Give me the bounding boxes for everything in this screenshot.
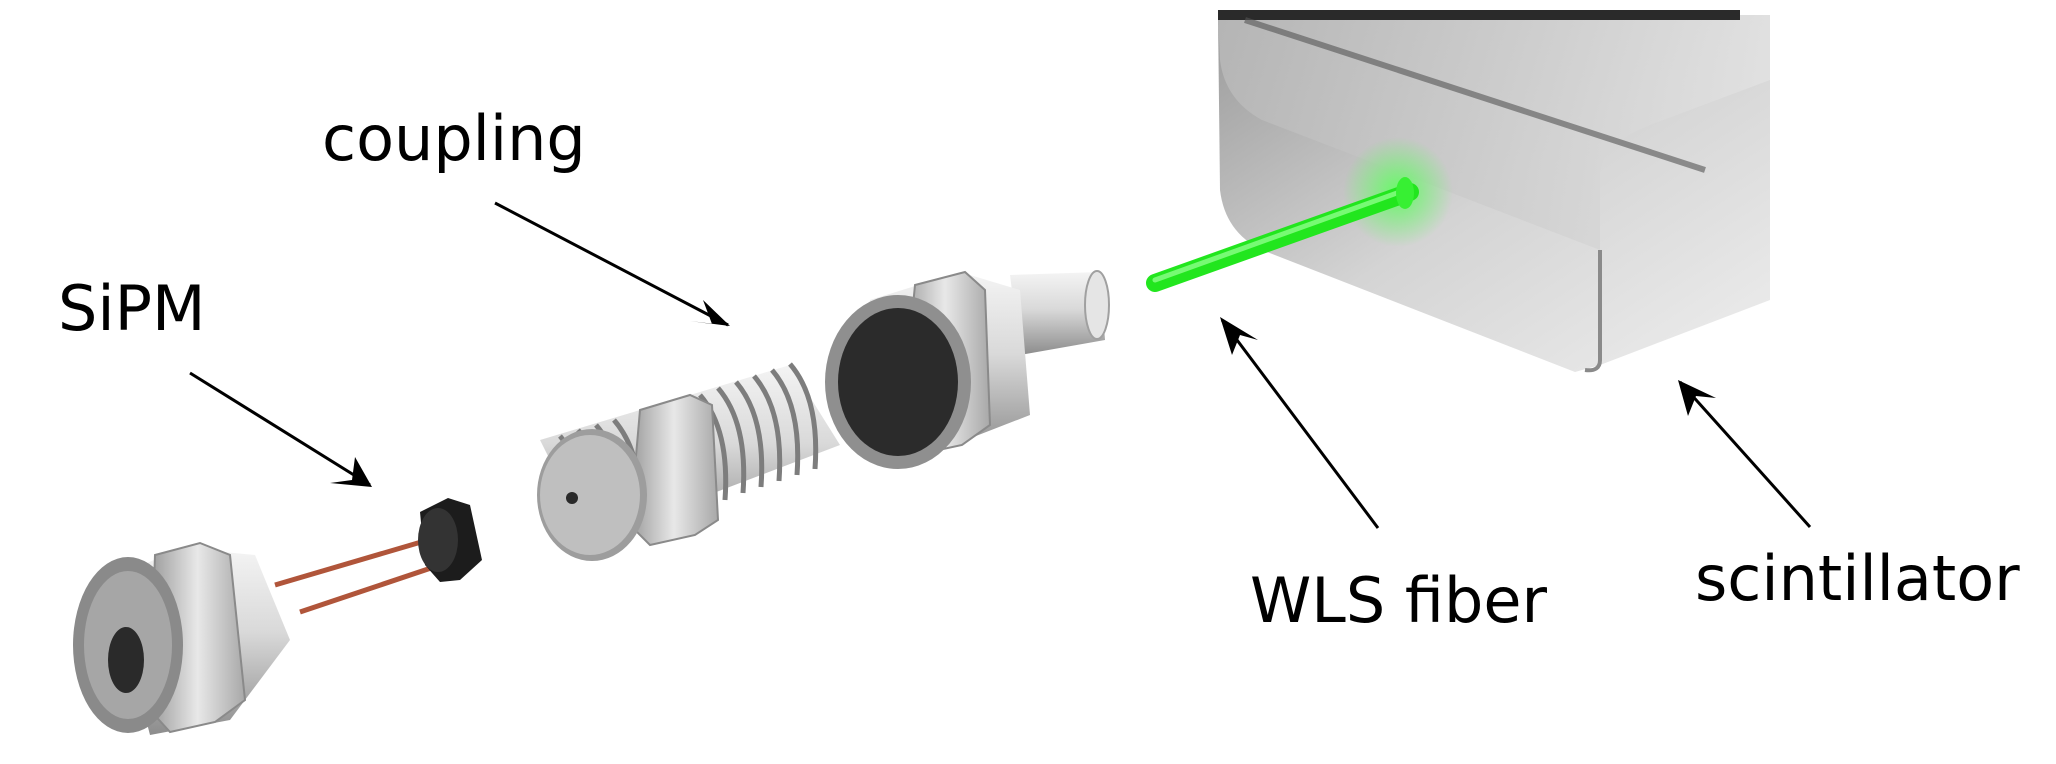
label-sipm: SiPM	[58, 272, 206, 345]
arrowhead-scintillator-icon	[1678, 380, 1716, 416]
scintillator-block	[1218, 15, 1770, 372]
arrow-coupling	[495, 203, 728, 325]
sipm-holder-nut	[73, 543, 290, 735]
arrow-sipm	[190, 373, 370, 485]
arrow-wls-fiber	[1222, 320, 1378, 528]
arrowhead-coupling-icon	[690, 300, 730, 326]
label-coupling: coupling	[322, 102, 586, 175]
label-wls-fiber: WLS fiber	[1250, 564, 1547, 637]
coupling-nut	[825, 271, 1109, 469]
arrowhead-wls-fiber-icon	[1220, 317, 1258, 355]
coupling-threaded-part	[537, 364, 840, 561]
label-scintillator: scintillator	[1695, 542, 2020, 615]
arrow-scintillator	[1680, 382, 1810, 527]
sipm	[275, 498, 482, 612]
